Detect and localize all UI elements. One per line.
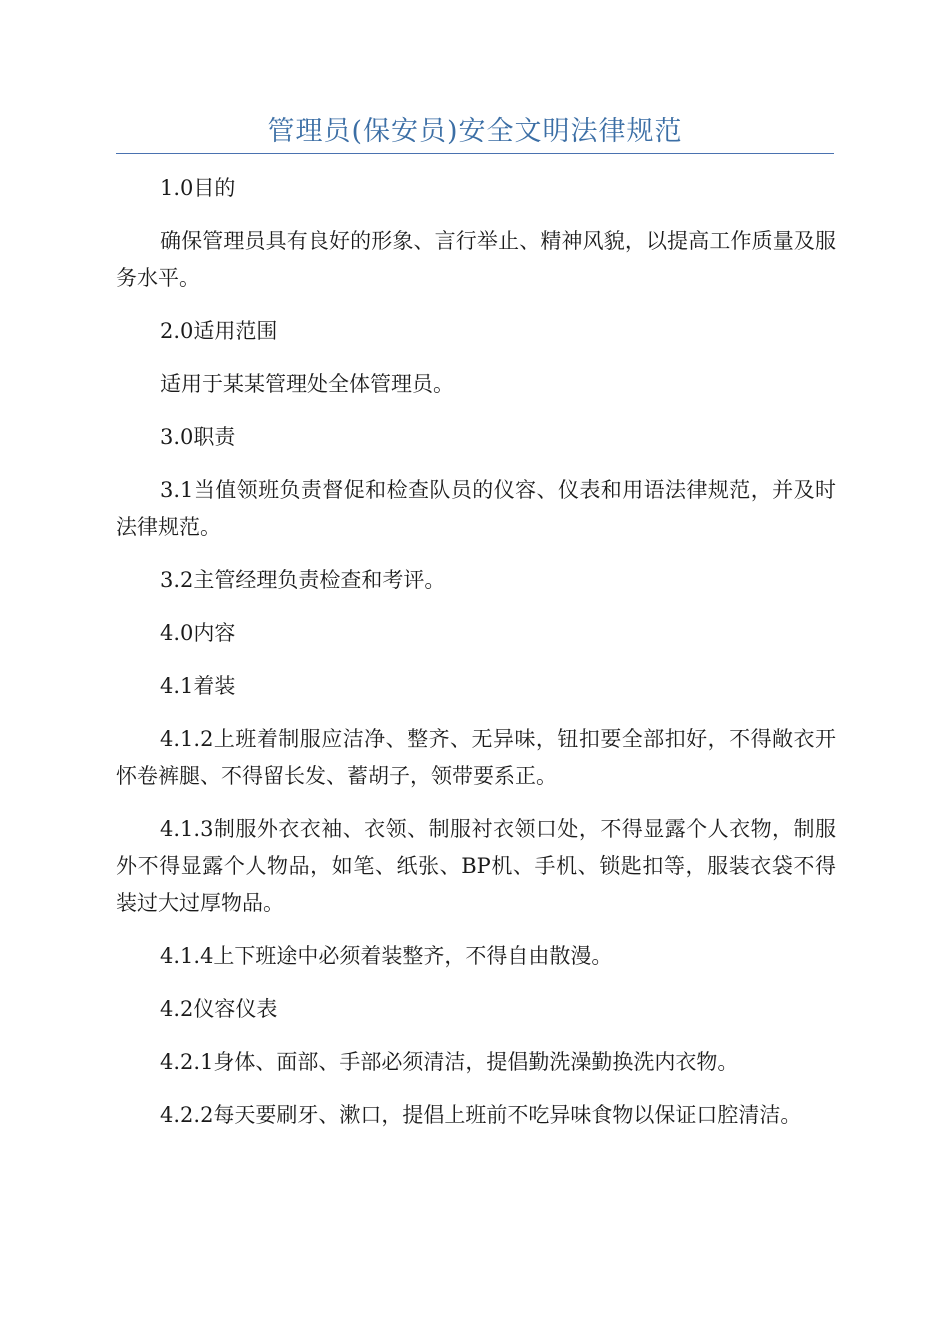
section-heading-purpose: 1.0目的: [160, 176, 236, 200]
paragraph-4-1-3: 4.1.3制服外衣衣袖、衣领、制服衬衣领口处，不得显露个人衣物，制服外不得显露个人物品，如笔、纸张、BP机、手机、锁匙扣等，服装衣袋不得装过大过厚物品。: [116, 817, 836, 915]
section-heading-duties: 3.0职责: [160, 425, 236, 449]
paragraph-duty-3-2: 3.2主管经理负责检查和考评。: [160, 568, 446, 592]
paragraph-4-1-2: 4.1.2上班着制服应洁净、整齐、无异味，钮扣要全部扣好，不得敞衣开怀卷裤腿、不得留长发、蓄胡子，领带要系正。: [116, 727, 836, 788]
subsection-heading-dress: 4.1着装: [160, 674, 236, 698]
paragraph-scope: 适用于某某管理处全体管理员。: [160, 372, 454, 396]
subsection-heading-appearance: 4.2仪容仪表: [160, 997, 278, 1021]
title-underline: [116, 153, 834, 154]
paragraph-4-2-2: 4.2.2每天要刷牙、漱口，提倡上班前不吃异味食物以保证口腔清洁。: [160, 1103, 802, 1127]
paragraph-purpose: 确保管理员具有良好的形象、言行举止、精神风貌，以提高工作质量及服务水平。: [116, 229, 836, 290]
document-title: 管理员(保安员)安全文明法律规范: [267, 116, 683, 147]
paragraph-duty-3-1: 3.1当值领班负责督促和检查队员的仪容、仪表和用语法律规范，并及时法律规范。: [116, 478, 836, 539]
section-heading-content: 4.0内容: [160, 621, 236, 645]
document-body: [116, 170, 836, 1150]
section-heading-scope: 2.0适用范围: [160, 319, 278, 343]
paragraph-4-2-1: 4.2.1身体、面部、手部必须清洁，提倡勤洗澡勤换洗内衣物。: [160, 1050, 739, 1074]
paragraph-4-1-4: 4.1.4上下班途中必须着装整齐，不得自由散漫。: [160, 944, 613, 968]
